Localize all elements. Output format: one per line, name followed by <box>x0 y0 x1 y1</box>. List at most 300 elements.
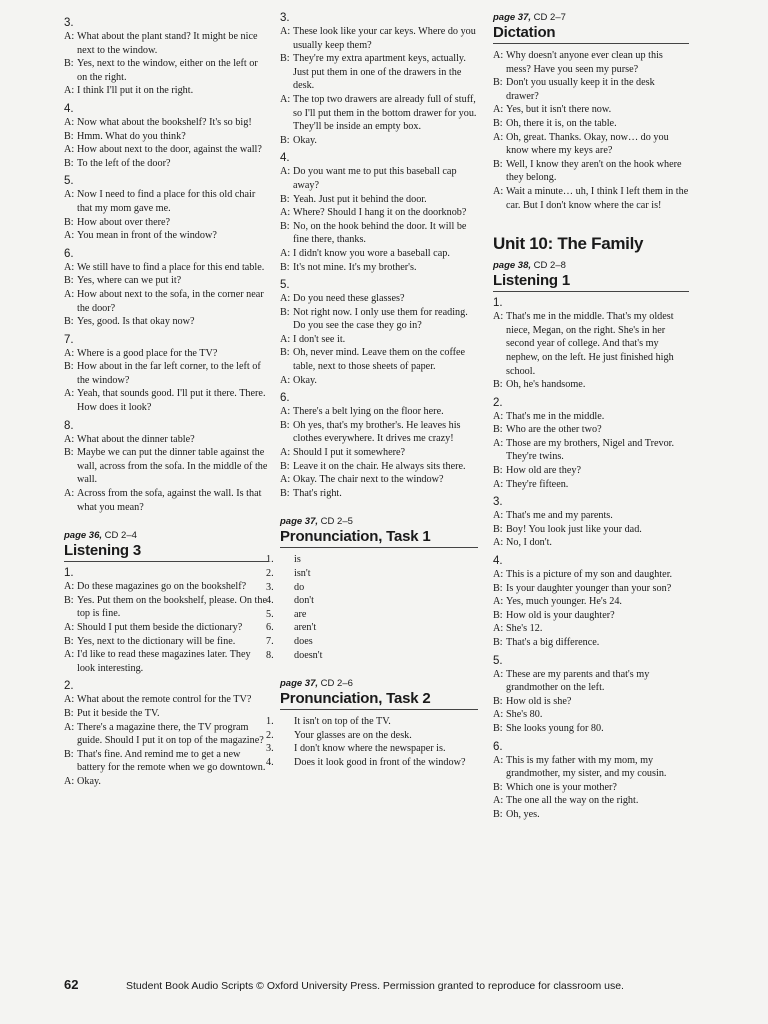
speaker-label: A: <box>64 189 75 201</box>
list-item-text: do <box>294 581 305 593</box>
dialogue-line <box>493 478 689 492</box>
dialogue-line <box>493 509 689 523</box>
column-right <box>493 12 689 822</box>
dialogue-line <box>64 433 268 447</box>
dialogue-line <box>280 206 478 220</box>
list-item-number: 2. <box>266 729 274 741</box>
speaker-label: B: <box>64 58 74 70</box>
page-ref-page: page 37, <box>493 12 532 23</box>
speaker-label: A: <box>493 478 504 490</box>
dialogue-line <box>493 131 689 158</box>
speaker-label: B: <box>280 193 290 205</box>
column-left <box>64 12 268 789</box>
dialogue-text: How about over there? <box>77 216 171 228</box>
list-item-text: isn't <box>294 568 311 579</box>
item-number: 3. <box>64 17 74 29</box>
dialogue-line <box>493 781 689 795</box>
speaker-label: A: <box>493 569 504 581</box>
dialogue-text: That's right. <box>293 487 342 499</box>
list-item-number: 2. <box>266 568 274 579</box>
dialogue-text: Yes, next to the window, either on the left or on the right. <box>77 58 258 83</box>
dialogue-text: I didn't know you wore a baseball cap. <box>293 247 450 259</box>
dialogue-text: The top two drawers are already full of stuff, so I'll put them in the bottom drawer for you. They'll be inside an empty box. <box>293 93 477 133</box>
dialogue-line <box>280 165 478 192</box>
dialogue-text: Okay. <box>77 775 101 787</box>
dialogue-line <box>493 49 689 76</box>
dialogue-text: Hmm. What do you think? <box>77 130 186 142</box>
dialogue-line <box>493 708 689 722</box>
speaker-label: A: <box>280 207 291 219</box>
dialogue-text: Why doesn't anyone ever clean up this mess? Have you seen my purse? <box>506 50 663 75</box>
speaker-label: A: <box>64 581 75 593</box>
dialogue-text: That's me in the middle. That's my oldest niece, Megan, on the right. She's in her second year of college. And that's my nephew, on the left. He just finished high school. <box>506 311 674 377</box>
dialogue-text: She's 12. <box>506 623 543 635</box>
dialogue-line <box>280 134 478 148</box>
speaker-label: B: <box>280 220 290 232</box>
dialogue-text: Oh, there it is, on the table. <box>506 117 617 129</box>
speaker-label: A: <box>493 668 504 680</box>
list-item-text: is <box>294 554 301 566</box>
dialogue-line <box>280 346 478 373</box>
speaker-label: B: <box>64 316 74 328</box>
dialogue-line <box>493 754 689 781</box>
speaker-label: A: <box>493 437 504 449</box>
dialogue-text: Should I put them beside the dictionary? <box>77 622 243 633</box>
dialogue-text: I think I'll put it on the right. <box>77 85 194 97</box>
page-reference <box>280 678 478 689</box>
dialogue-line <box>493 568 689 582</box>
dialogue-text: They're my extra apartment keys, actually. Just put them in one of the drawers in the desk. <box>293 53 466 92</box>
dialogue-text: What about the plant stand? It might be nice next to the window. <box>77 31 258 56</box>
item-number: 6. <box>280 392 290 405</box>
item-number: 6. <box>64 247 74 260</box>
speaker-label: B: <box>493 465 503 477</box>
dialogue-text: How about next to the sofa, in the corner near the door? <box>77 288 264 314</box>
dialogue-text: Yes. Put them on the bookshelf, please. On the top is fine. <box>77 594 267 620</box>
list-item <box>266 594 478 608</box>
dialogue-text: Those are my brothers, Nigel and Trevor. They're twins. <box>506 437 675 463</box>
list-item-text: Your glasses are on the desk. <box>294 729 412 741</box>
dialogue-text: Across from the sofa, against the wall. Is that what you mean? <box>77 488 262 513</box>
speaker-label: A: <box>280 333 291 345</box>
dialogue-text: She looks young for 80. <box>506 722 604 734</box>
speaker-label: B: <box>280 487 290 499</box>
dialogue-line <box>280 405 478 419</box>
dialogue-text: Boy! You look just like your dad. <box>506 523 642 535</box>
dialogue-text: Who are the other two? <box>506 424 602 436</box>
dialogue-line <box>493 423 689 437</box>
dialogue-text: To the left of the door? <box>77 157 171 169</box>
dialogue-line <box>64 387 268 414</box>
dialogue-text: How about in the far left corner, to the left of the window? <box>77 361 261 386</box>
speaker-label: A: <box>64 721 75 733</box>
dialogue-text: Is your daughter younger than your son? <box>506 582 672 594</box>
dialogue-line <box>64 261 268 275</box>
footer-text: Student Book Audio Scripts © Oxford University Press. Permission granted to reproduce for classroom use. <box>126 980 624 992</box>
list-item-text: I don't know where the newspaper is. <box>294 743 446 755</box>
speaker-label: B: <box>493 582 503 594</box>
speaker-label: B: <box>493 523 503 535</box>
dialogue-line <box>64 130 268 144</box>
dialogue-line <box>64 487 268 514</box>
dialogue-text: That's a big difference. <box>506 637 600 648</box>
dialogue-text: The one all the way on the right. <box>506 795 639 807</box>
dialogue-text: Oh, yes. <box>506 808 540 820</box>
speaker-label: A: <box>280 374 291 386</box>
dialogue-text: Where is a good place for the TV? <box>77 347 218 359</box>
list-item-number: 1. <box>266 554 274 566</box>
item-number: 6. <box>493 740 503 753</box>
speaker-label: A: <box>64 85 75 97</box>
dialogue-line <box>64 315 268 329</box>
speaker-label: B: <box>64 130 74 142</box>
dialogue-line <box>493 668 689 695</box>
dialogue-text: Which one is your mother? <box>506 781 617 793</box>
dialogue-line <box>64 57 268 84</box>
dialogue-text: Okay. The chair next to the window? <box>293 474 444 486</box>
dialogue-text: Yes, good. Is that okay now? <box>77 316 195 328</box>
speaker-label: A: <box>64 261 75 273</box>
list-item-text: It isn't on top of the TV. <box>294 716 391 728</box>
dialogue-text: It's not mine. It's my brother's. <box>293 261 417 273</box>
dialogue-text: Now I need to find a place for this old chair that my mom gave me. <box>77 189 256 214</box>
dialogue-line <box>64 648 268 675</box>
speaker-label: A: <box>493 410 504 422</box>
speaker-label: A: <box>64 288 75 300</box>
list-item <box>266 608 478 622</box>
dialogue-text: These look like your car keys. Where do you usually keep them? <box>293 26 476 51</box>
dialogue-line <box>493 695 689 709</box>
dialogue-text: Oh, great. Thanks. Okay, now… do you know where my keys are? <box>506 131 669 157</box>
speaker-label: A: <box>280 406 291 418</box>
dialogue-text: There's a belt lying on the floor here. <box>293 406 444 418</box>
dialogue-text: How old are they? <box>506 465 581 477</box>
dialogue-line <box>493 794 689 808</box>
dialogue-line <box>280 247 478 261</box>
dialogue-text: These are my parents and that's my grandmother on the left. <box>506 668 650 694</box>
dialogue-text: Yes, next to the dictionary will be fine. <box>77 635 236 647</box>
dialogue-line <box>64 347 268 361</box>
item-number: 2. <box>493 396 503 409</box>
speaker-label: B: <box>280 261 290 273</box>
item-number: 5. <box>280 279 290 292</box>
dialogue-line <box>493 622 689 636</box>
dialogue-line <box>280 292 478 306</box>
dialogue-line <box>64 30 268 57</box>
dialogue-line <box>280 306 478 333</box>
dialogue-line <box>493 523 689 537</box>
page-reference <box>280 516 478 527</box>
list-item <box>266 635 478 649</box>
list-item <box>266 553 478 567</box>
dialogue-text: Yes, much younger. He's 24. <box>506 596 622 608</box>
speaker-label: A: <box>493 795 504 807</box>
speaker-label: B: <box>493 424 503 436</box>
dialogue-line <box>64 775 268 789</box>
list-item <box>266 756 478 770</box>
speaker-label: A: <box>64 649 75 661</box>
speaker-label: B: <box>493 722 503 734</box>
dialogue-line <box>64 143 268 157</box>
dialogue-line <box>493 310 689 378</box>
list-item <box>266 729 478 743</box>
speaker-label: B: <box>493 117 503 129</box>
dialogue-line <box>64 116 268 130</box>
dialogue-line <box>64 188 268 215</box>
page-ref-cd: CD 2–4 <box>104 530 137 542</box>
dialogue-text: Not right now. I only use them for reading. Do you see the case they go in? <box>293 306 468 332</box>
dialogue-line <box>280 261 478 275</box>
dialogue-line <box>280 446 478 460</box>
dialogue-text: Do you need these glasses? <box>293 293 405 305</box>
dialogue-line <box>493 437 689 464</box>
dialogue-text: No, on the hook behind the door. It will be fine there, thanks. <box>293 220 467 246</box>
speaker-label: B: <box>64 216 74 228</box>
item-number: 5. <box>493 654 503 667</box>
list-item <box>266 581 478 595</box>
speaker-label: B: <box>64 594 74 606</box>
page-ref-page: page 37, <box>280 516 319 528</box>
speaker-label: A: <box>280 247 291 259</box>
page-ref-cd: CD 2–6 <box>320 678 353 690</box>
page-reference <box>64 530 268 541</box>
item-number: 7. <box>64 333 74 346</box>
item-number: 1. <box>493 297 503 310</box>
speaker-label: B: <box>280 134 290 146</box>
item-number: 4. <box>64 102 74 115</box>
dialogue-line <box>64 229 268 243</box>
speaker-label: A: <box>493 623 504 635</box>
list-item-number: 3. <box>266 743 274 755</box>
dialogue-line <box>280 25 478 52</box>
dialogue-line <box>493 595 689 609</box>
item-number: 3. <box>493 496 503 509</box>
speaker-label: B: <box>493 379 503 391</box>
speaker-label: A: <box>280 293 291 305</box>
dialogue-line <box>64 594 268 621</box>
speaker-label: A: <box>64 116 75 128</box>
dialogue-text: Yes, where can we put it? <box>77 275 182 287</box>
list-item-number: 4. <box>266 756 274 768</box>
dialogue-text: We still have to find a place for this end table. <box>77 261 265 273</box>
dialogue-line <box>493 117 689 131</box>
dialogue-text: Don't you usually keep it in the desk drawer? <box>506 77 655 102</box>
item-number: 5. <box>64 175 74 188</box>
dialogue-text: How about next to the door, against the wall? <box>77 144 262 156</box>
list-item-number: 6. <box>266 622 274 634</box>
dialogue-text: This is a picture of my son and daughter. <box>506 569 673 581</box>
dialogue-text: That's me and my parents. <box>506 510 613 522</box>
dialogue-line <box>493 808 689 822</box>
dialogue-line <box>280 419 478 446</box>
dialogue-line <box>280 473 478 487</box>
speaker-label: B: <box>280 419 290 431</box>
dialogue-text: How old is she? <box>506 695 572 707</box>
dialogue-text: Oh, he's handsome. <box>506 379 586 391</box>
unit-title: Unit 10: The Family <box>493 234 644 254</box>
dialogue-text: Do you want me to put this baseball cap away? <box>293 166 457 191</box>
dialogue-line <box>64 707 268 721</box>
dialogue-line <box>280 52 478 93</box>
speaker-label: A: <box>493 596 504 608</box>
dialogue-text: Okay. <box>293 134 317 146</box>
page-number: 62 <box>64 977 79 992</box>
dialogue-text: She's 80. <box>506 709 543 721</box>
dialogue-line <box>64 288 268 315</box>
dialogue-text: Yeah. Just put it behind the door. <box>293 193 427 205</box>
speaker-label: A: <box>64 144 75 156</box>
dialogue-text: What about the dinner table? <box>77 433 195 445</box>
item-number: 4. <box>493 555 503 568</box>
speaker-label: A: <box>493 311 504 323</box>
list-item-text: aren't <box>294 622 317 634</box>
section-title: Listening 3 <box>64 542 268 562</box>
speaker-label: A: <box>64 388 75 400</box>
dialogue-line <box>280 374 478 388</box>
list-item-number: 5. <box>266 608 274 620</box>
dialogue-text: That's fine. And remind me to get a new battery for the remote when we go downtown. <box>77 748 266 774</box>
speaker-label: B: <box>493 695 503 707</box>
section-title: Dictation <box>493 24 689 44</box>
list-item-text: Does it look good in front of the window? <box>294 756 466 768</box>
page-ref-page: page 37, <box>280 678 319 690</box>
dialogue-line <box>64 157 268 171</box>
speaker-label: B: <box>64 447 74 459</box>
dialogue-text: Leave it on the chair. He always sits there. <box>293 460 466 472</box>
dialogue-line <box>280 193 478 207</box>
dialogue-line <box>280 220 478 247</box>
dialogue-line <box>64 216 268 230</box>
speaker-label: B: <box>64 707 74 719</box>
dialogue-text: There's a magazine there, the TV program guide. Should I put it on top of the magazine? <box>77 721 264 747</box>
list-item-number: 3. <box>266 581 274 593</box>
dialogue-line <box>493 185 689 212</box>
dialogue-line <box>493 636 689 650</box>
list-item <box>266 567 478 581</box>
dialogue-line <box>280 460 478 474</box>
dialogue-line <box>64 721 268 748</box>
dialogue-text: How old is your daughter? <box>506 609 615 621</box>
dialogue-line <box>493 158 689 185</box>
dialogue-line <box>280 93 478 134</box>
item-number: 4. <box>280 152 290 165</box>
speaker-label: B: <box>64 275 74 287</box>
list-item <box>266 649 478 663</box>
page-ref-page: page 38, <box>493 260 532 272</box>
dialogue-text: Do these magazines go on the bookshelf? <box>77 581 247 593</box>
speaker-label: A: <box>64 488 75 500</box>
dialogue-line <box>493 722 689 736</box>
speaker-label: A: <box>64 347 75 359</box>
dialogue-line <box>493 378 689 392</box>
dialogue-text: Now what about the bookshelf? It's so big! <box>77 116 252 128</box>
page-reference <box>493 12 689 23</box>
dialogue-text: Oh, never mind. Leave them on the coffee table, next to those sheets of paper. <box>293 347 466 373</box>
speaker-label: B: <box>493 781 503 793</box>
speaker-label: B: <box>280 306 290 318</box>
dialogue-line <box>493 410 689 424</box>
page-footer <box>64 977 704 992</box>
dialogue-line <box>64 446 268 487</box>
dialogue-text: That's me in the middle. <box>506 410 605 422</box>
list-item <box>266 715 478 729</box>
page-ref-cd: CD 2–8 <box>533 260 566 272</box>
speaker-label: B: <box>493 158 503 170</box>
speaker-label: A: <box>493 50 504 61</box>
list-item-text: are <box>294 608 307 620</box>
page-ref-cd: CD 2–5 <box>320 516 353 528</box>
dialogue-line <box>64 360 268 387</box>
dialogue-line <box>493 103 689 117</box>
dialogue-text: Oh yes, that's my brother's. He leaves his clothes everywhere. It drives me crazy! <box>293 419 461 445</box>
speaker-label: B: <box>64 635 74 647</box>
dialogue-line <box>493 464 689 478</box>
column-middle <box>266 12 478 770</box>
speaker-label: A: <box>493 754 504 766</box>
dialogue-text: No, I don't. <box>506 537 552 549</box>
dialogue-text: Wait a minute… uh, I think I left them in the car. But I don't know where the car is! <box>506 185 689 211</box>
speaker-label: B: <box>64 157 74 169</box>
speaker-label: A: <box>280 447 291 459</box>
dialogue-line <box>493 536 689 550</box>
speaker-label: A: <box>493 104 504 116</box>
speaker-label: B: <box>64 361 74 373</box>
dialogue-line <box>493 76 689 103</box>
list-item-number: 1. <box>266 716 274 728</box>
dialogue-text: Yes, but it isn't there now. <box>506 104 612 116</box>
dialogue-text: Okay. <box>293 374 317 386</box>
dialogue-line <box>64 274 268 288</box>
dialogue-text: Put it beside the TV. <box>77 707 160 719</box>
dialogue-text: Well, I know they aren't on the hook where they belong. <box>506 158 682 184</box>
speaker-label: A: <box>493 709 504 721</box>
page-ref-page: page 36, <box>64 530 103 542</box>
dialogue-text: I'd like to read these magazines later. They look interesting. <box>77 649 251 674</box>
section-title: Pronunciation, Task 2 <box>280 690 478 710</box>
speaker-label: A: <box>280 26 291 37</box>
section-title: Listening 1 <box>493 272 689 292</box>
speaker-label: A: <box>493 537 504 549</box>
page-reference <box>493 260 689 271</box>
section-title: Pronunciation, Task 1 <box>280 528 478 548</box>
dialogue-line <box>493 609 689 623</box>
speaker-label: A: <box>64 433 75 445</box>
dialogue-line <box>64 635 268 649</box>
dialogue-line <box>280 333 478 347</box>
item-number: 1. <box>64 567 74 580</box>
speaker-label: A: <box>280 93 291 105</box>
list-item-number: 8. <box>266 649 274 661</box>
dialogue-text: They're fifteen. <box>506 478 569 490</box>
speaker-label: B: <box>493 609 503 621</box>
speaker-label: A: <box>64 775 75 787</box>
dialogue-text: What about the remote control for the TV? <box>77 694 252 706</box>
speaker-label: B: <box>493 808 503 820</box>
list-item-text: doesn't <box>294 649 323 661</box>
list-item-text: does <box>294 635 313 647</box>
speaker-label: A: <box>64 31 75 42</box>
list-item-number: 7. <box>266 635 274 647</box>
speaker-label: A: <box>280 474 291 486</box>
speaker-label: B: <box>493 637 503 648</box>
dialogue-text: Yeah, that sounds good. I'll put it there. There. How does it look? <box>77 388 266 414</box>
dialogue-text: Maybe we can put the dinner table against the wall, across from the sofa. In the middle of the wall. <box>77 447 268 486</box>
dialogue-line <box>64 580 268 594</box>
speaker-label: A: <box>493 510 504 522</box>
item-number: 3. <box>280 12 290 24</box>
speaker-label: A: <box>493 131 504 143</box>
dialogue-text: I don't see it. <box>293 333 346 345</box>
